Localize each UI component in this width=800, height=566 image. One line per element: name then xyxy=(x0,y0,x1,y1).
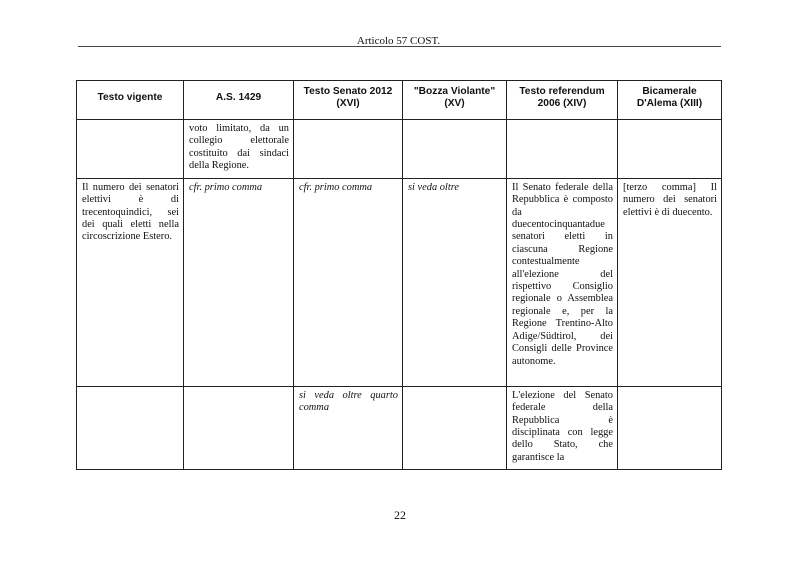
page-number: 22 xyxy=(394,508,406,522)
table-cell xyxy=(294,119,403,178)
table-cell: Il Senato federale della Repubblica è composto da duecentocinquantadue senatori eletti in ciascuna Regione contestualmente all'elezione del rispettivo Consiglio regionale o Assemblea regionale e, per la Regione Trentino-Alto Adige/Südtirol, dei Consigli delle Province autonome. xyxy=(507,178,618,386)
page-header: Articolo 57 COST. xyxy=(356,35,441,47)
table-cell xyxy=(507,119,618,178)
table-cell: si veda oltre quarto comma xyxy=(294,386,403,469)
column-header-bicamerale-dalema: Bicamerale D'Alema (XIII) xyxy=(618,81,722,120)
table-cell xyxy=(618,386,722,469)
table-cell xyxy=(403,386,507,469)
header-rule xyxy=(78,46,721,47)
table-cell xyxy=(618,119,722,178)
table-cell: [terzo comma] Il numero dei senatori elettivi è di duecento. xyxy=(618,178,722,386)
table-cell xyxy=(184,386,294,469)
table-cell: cfr. primo comma xyxy=(294,178,403,386)
table-cell xyxy=(403,119,507,178)
column-header-testo-referendum-2006: Testo referendum 2006 (XIV) xyxy=(507,81,618,120)
column-header-testo-vigente: Testo vigente xyxy=(77,81,184,120)
table-cell: si veda oltre xyxy=(403,178,507,386)
table-cell: L'elezione del Senato federale della Repubblica è disciplinata con legge dello Stato, che garantisce la xyxy=(507,386,618,469)
column-header-testo-senato-2012: Testo Senato 2012 (XVI) xyxy=(294,81,403,120)
table-row xyxy=(77,119,722,178)
table-cell: Il numero dei senatori elettivi è di trecentoquindici, sei dei quali eletti nella circoscrizione Estero. xyxy=(77,178,184,386)
table-cell: voto limitato, da un collegio elettorale costituito dai sindaci della Regione. xyxy=(184,119,294,178)
table-row xyxy=(77,178,722,386)
table-cell: cfr. primo comma xyxy=(184,178,294,386)
column-header-bozza-violante: "Bozza Violante" (XV) xyxy=(403,81,507,120)
table-row xyxy=(77,386,722,469)
table-cell xyxy=(77,119,184,178)
table-cell xyxy=(77,386,184,469)
comparison-table xyxy=(76,80,722,470)
column-header-as-1429: A.S. 1429 xyxy=(184,81,294,120)
table-header-row xyxy=(77,81,722,120)
